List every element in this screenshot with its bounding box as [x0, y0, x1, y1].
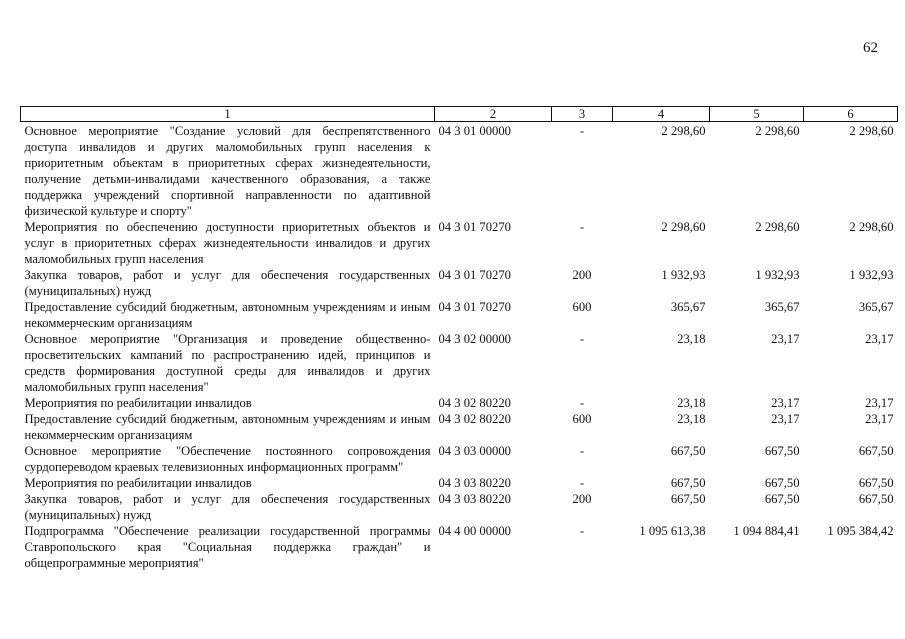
column-header-2: 2	[435, 107, 552, 122]
row-expense-type: 200	[572, 492, 592, 506]
row-value-3: 23,17	[865, 332, 894, 346]
table-row	[21, 443, 898, 475]
row-value-2: 667,50	[764, 444, 800, 458]
row-name: Мероприятия по обеспечению доступности приоритетных объектов и услуг в приоритетных сферах жизнедеятельности инвалидов и других маломобильных групп населения	[24, 220, 431, 266]
row-value-2: 1 094 884,41	[733, 524, 800, 538]
row-name: Предоставление субсидий бюджетным, автономным учреждениям и иным некоммерческим организациям	[24, 412, 431, 442]
row-expense-type: -	[579, 124, 585, 138]
row-value-2: 667,50	[764, 492, 800, 506]
row-value-1: 667,50	[670, 476, 706, 490]
row-value-2: 23,17	[771, 412, 800, 426]
row-code: 04 3 03 80220	[438, 476, 511, 490]
table-row	[21, 395, 898, 411]
row-value-2: 1 932,93	[755, 268, 800, 282]
table-row	[21, 331, 898, 395]
row-value-1: 365,67	[670, 300, 706, 314]
row-name: Закупка товаров, работ и услуг для обеспечения государственных (муниципальных) нужд	[24, 268, 431, 298]
table-row	[21, 122, 898, 220]
row-code: 04 3 03 80220	[438, 492, 511, 506]
row-code: 04 3 03 00000	[438, 444, 511, 458]
table-row	[21, 219, 898, 267]
row-value-3: 23,17	[865, 396, 894, 410]
row-name: Мероприятия по реабилитации инвалидов	[24, 476, 252, 490]
row-value-3: 1 095 384,42	[827, 524, 894, 538]
table-body	[21, 122, 898, 572]
table-row	[21, 267, 898, 299]
row-value-3: 2 298,60	[849, 220, 894, 234]
row-value-1: 23,18	[677, 396, 706, 410]
row-value-1: 2 298,60	[661, 124, 706, 138]
row-code: 04 3 02 80220	[438, 396, 511, 410]
row-name: Подпрограмма "Обеспечение реализации государственной программы Ставропольского края "Социальная поддержка граждан" и общепрограммные мероприятия"	[24, 524, 431, 570]
row-value-2: 2 298,60	[755, 220, 800, 234]
page-number: 62	[863, 40, 878, 56]
row-value-1: 667,50	[670, 492, 706, 506]
row-value-1: 667,50	[670, 444, 706, 458]
row-code: 04 3 01 70270	[438, 220, 511, 234]
row-value-3: 23,17	[865, 412, 894, 426]
row-name: Основное мероприятие "Создание условий для беспрепятственного доступа инвалидов и других маломобильных групп населения к приоритетным объектам в приоритетных сферах жизнедеятельности, получение детьми-инвалидами качественного образования, а также поддержка учреждений спортивной направленности по адаптивной физической культуре и спорту"	[24, 124, 431, 218]
row-value-1: 23,18	[677, 412, 706, 426]
row-name: Закупка товаров, работ и услуг для обеспечения государственных (муниципальных) нужд	[24, 492, 431, 522]
column-header-6: 6	[804, 107, 898, 122]
row-expense-type: -	[579, 332, 585, 346]
row-value-2: 2 298,60	[755, 124, 800, 138]
row-value-2: 23,17	[771, 332, 800, 346]
row-name: Мероприятия по реабилитации инвалидов	[24, 396, 252, 410]
row-value-3: 365,67	[858, 300, 894, 314]
row-expense-type: 200	[572, 268, 592, 282]
row-value-2: 365,67	[764, 300, 800, 314]
column-header-4: 4	[613, 107, 710, 122]
row-value-3: 2 298,60	[849, 124, 894, 138]
row-value-3: 1 932,93	[849, 268, 894, 282]
row-value-1: 2 298,60	[661, 220, 706, 234]
row-expense-type: 600	[572, 300, 592, 314]
row-name: Основное мероприятие "Обеспечение постоянного сопровождения сурдопереводом краевых телевизионных информационных программ"	[24, 444, 431, 474]
row-code: 04 3 02 80220	[438, 412, 511, 426]
table-header	[21, 107, 898, 122]
row-expense-type: -	[579, 396, 585, 410]
header-row	[21, 107, 898, 122]
row-value-3: 667,50	[858, 444, 894, 458]
row-code: 04 3 01 70270	[438, 300, 511, 314]
row-expense-type: 600	[572, 412, 592, 426]
row-expense-type: -	[579, 220, 585, 234]
column-header-1: 1	[21, 107, 435, 122]
row-code: 04 3 01 70270	[438, 268, 511, 282]
row-value-3: 667,50	[858, 492, 894, 506]
row-value-2: 667,50	[764, 476, 800, 490]
row-code: 04 3 01 00000	[438, 124, 511, 138]
row-value-2: 23,17	[771, 396, 800, 410]
table-row	[21, 411, 898, 443]
row-expense-type: -	[579, 444, 585, 458]
row-name: Предоставление субсидий бюджетным, автономным учреждениям и иным некоммерческим организациям	[24, 300, 431, 330]
row-code: 04 4 00 00000	[438, 524, 511, 538]
table-row	[21, 491, 898, 523]
row-value-1: 1 095 613,38	[639, 524, 706, 538]
column-header-3: 3	[552, 107, 613, 122]
row-value-3: 667,50	[858, 476, 894, 490]
row-value-1: 1 932,93	[661, 268, 706, 282]
row-expense-type: -	[579, 524, 585, 538]
row-expense-type: -	[579, 476, 585, 490]
table-row	[21, 523, 898, 571]
column-header-5: 5	[710, 107, 804, 122]
table-row	[21, 475, 898, 491]
row-name: Основное мероприятие "Организация и проведение общественно-просветительских кампаний по распространению идей, принципов и средств формирования доступной среды для инвалидов и других маломобильных групп населения"	[24, 332, 431, 394]
table-row	[21, 299, 898, 331]
row-code: 04 3 02 00000	[438, 332, 511, 346]
row-value-1: 23,18	[677, 332, 706, 346]
budget-table	[20, 106, 898, 571]
